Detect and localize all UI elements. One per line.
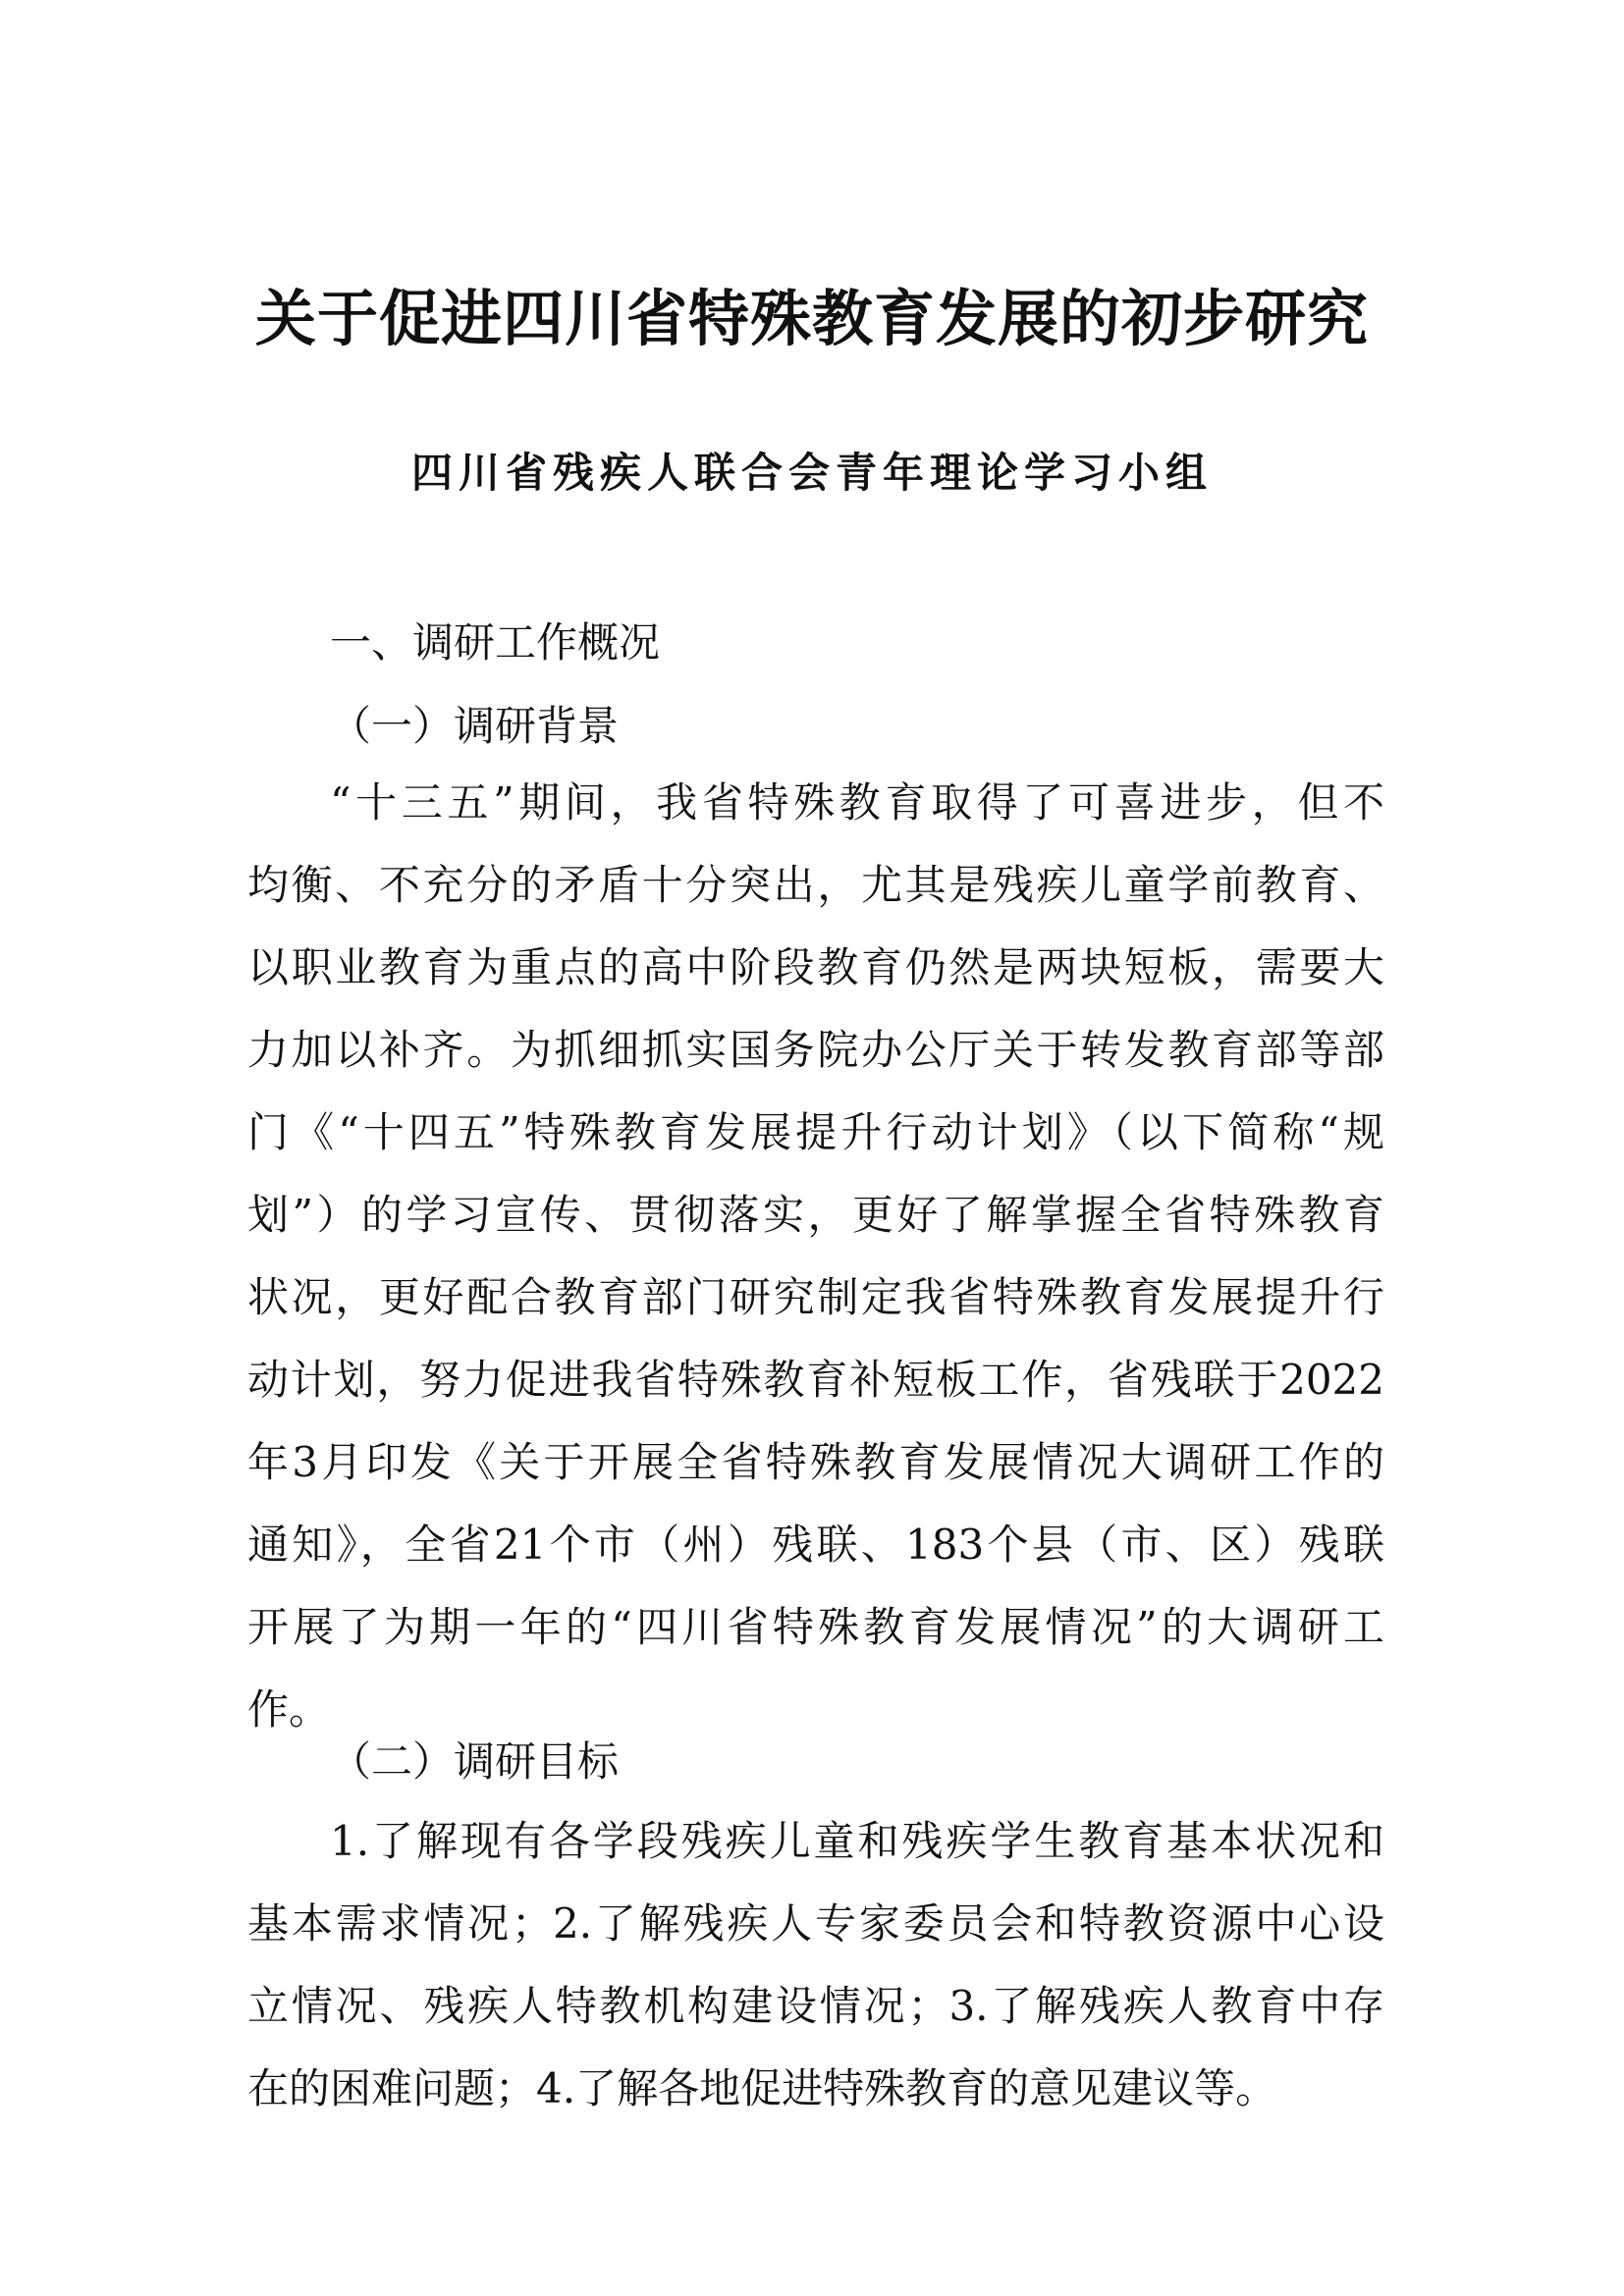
paragraph-line: 动计划，努力促进我省特殊教育补短板工作，省残联于2022: [247, 1356, 1384, 1404]
paragraph-line: 门《“十四五”特殊教育发展提升行动计划》（以下简称“规: [247, 1108, 1384, 1156]
paragraph-line: 基本需求情况；2.了解残疾人专家委员会和特教资源中心设: [247, 1899, 1384, 1948]
paragraph-line: 开展了为期一年的“四川省特殊教育发展情况”的大调研工: [247, 1603, 1384, 1651]
paragraph-line: 作。: [247, 1685, 331, 1734]
paragraph-objectives: [247, 1800, 1384, 2130]
paragraph-line: 均衡、不充分的矛盾十分突出，尤其是残疾儿童学前教育、: [247, 861, 1384, 909]
subsection-heading-objectives: （二）调研目标: [330, 1737, 620, 1786]
paragraph-line: 划”）的学习宣传、贯彻落实，更好了解掌握全省特殊教育: [247, 1191, 1384, 1239]
paragraph-line: 在的困难问题；4.了解各地促进特殊教育的意见建议等。: [247, 2064, 1277, 2112]
paragraph-line: 通知》，全省21个市（州）残联、183个县（市、区）残联: [247, 1521, 1384, 1569]
paragraph-line: 以职业教育为重点的高中阶段教育仍然是两块短板，需要大: [247, 943, 1384, 991]
paragraph-line: 力加以补齐。为抓细抓实国务院办公厅关于转发教育部等部: [247, 1026, 1384, 1074]
paragraph-line: 状况，更好配合教育部门研究制定我省特殊教育发展提升行: [247, 1273, 1384, 1321]
paragraph-line: 立情况、残疾人特教机构建设情况；3.了解残疾人教育中存: [247, 1982, 1384, 2030]
paragraph-line: “十三五”期间，我省特殊教育取得了可喜进步，但不: [330, 778, 1384, 827]
paragraph-line: 1.了解现有各学段残疾儿童和残疾学生教育基本状况和: [330, 1817, 1384, 1865]
paragraph-line: 年3月印发《关于开展全省特殊教育发展情况大调研工作的: [247, 1438, 1384, 1486]
section-heading-1: 一、调研工作概况: [330, 618, 661, 667]
document-title: 关于促进四川省特殊教育发展的初步研究: [254, 283, 1369, 354]
document-author: 四川省残疾人联合会青年理论学习小组: [410, 449, 1213, 497]
paragraph-background: [247, 762, 1384, 1751]
subsection-heading-background: （一）调研背景: [330, 702, 620, 750]
